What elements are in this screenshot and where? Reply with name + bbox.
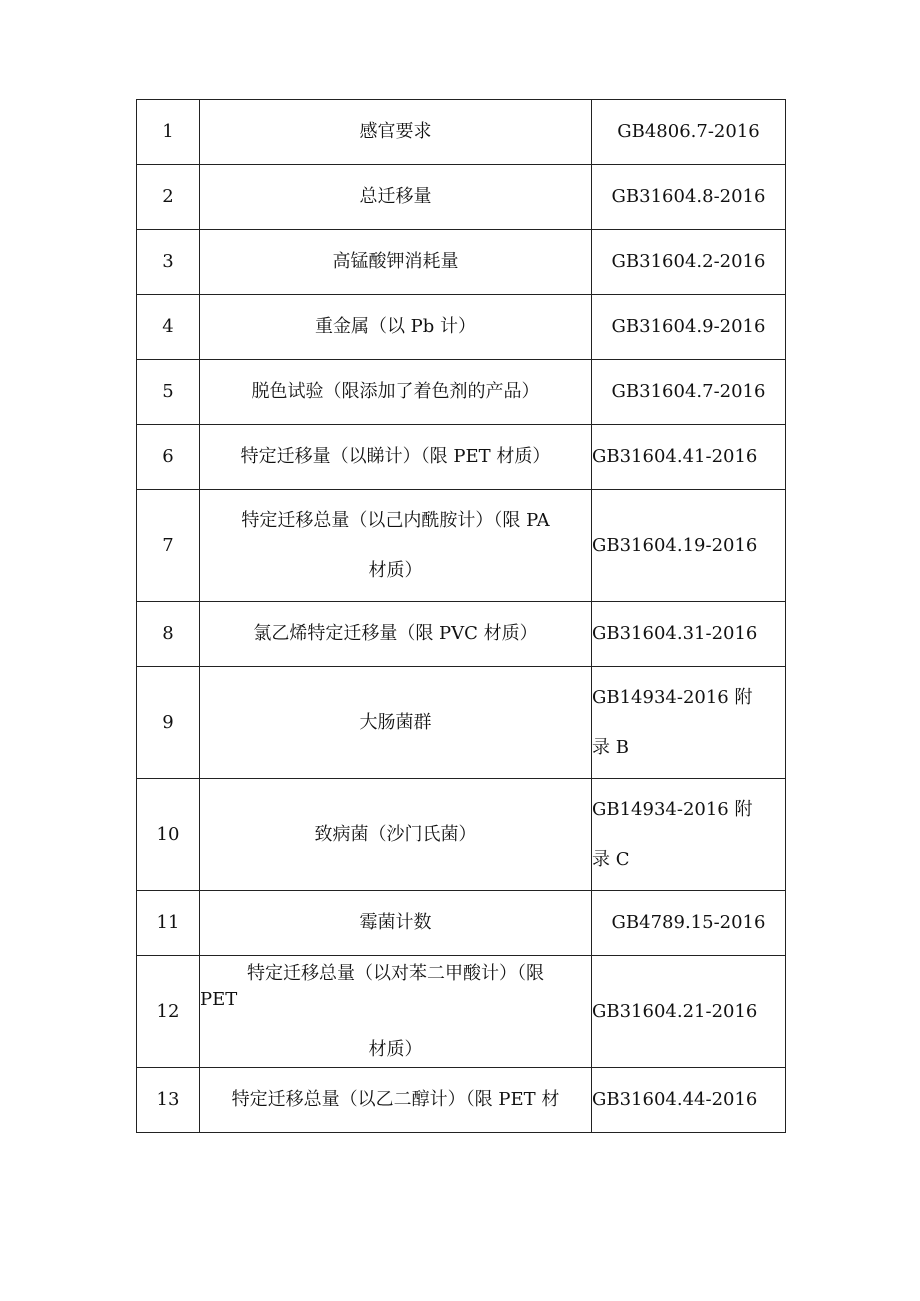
- row-number: 13: [137, 1068, 200, 1133]
- table-row: [137, 425, 786, 490]
- test-item: 高锰酸钾消耗量: [200, 230, 592, 295]
- standard-code: GB14934-2016 附 录 B: [592, 667, 786, 779]
- row-number: 10: [137, 779, 200, 891]
- test-item: 霉菌计数: [200, 891, 592, 956]
- test-item: 重金属（以 Pb 计）: [200, 295, 592, 360]
- test-item: 脱色试验（限添加了着色剂的产品）: [200, 360, 592, 425]
- table-row: [137, 230, 786, 295]
- test-item: 致病菌（沙门氏菌）: [200, 779, 592, 891]
- table-row: [137, 602, 786, 667]
- test-standards-table: [136, 99, 786, 1133]
- standard-code: GB31604.44-2016: [592, 1068, 786, 1133]
- row-number: 4: [137, 295, 200, 360]
- standard-code: GB31604.41-2016: [592, 425, 786, 490]
- row-number: 8: [137, 602, 200, 667]
- standard-code: GB31604.19-2016: [592, 490, 786, 602]
- standard-code: GB4806.7-2016: [592, 100, 786, 165]
- test-item: 特定迁移量（以睇计）（限 PET 材质）: [200, 425, 592, 490]
- standard-code: GB31604.8-2016: [592, 165, 786, 230]
- table-row: [137, 490, 786, 602]
- standard-code: GB31604.21-2016: [592, 956, 786, 1068]
- test-item: 特定迁移总量（以乙二醇计）（限 PET 材: [200, 1068, 592, 1133]
- row-number: 1: [137, 100, 200, 165]
- test-item: 特定迁移总量（以对苯二甲酸计）（限 PET 材质）: [200, 956, 592, 1068]
- table-row: [137, 360, 786, 425]
- standard-code: GB31604.31-2016: [592, 602, 786, 667]
- table-row: [137, 1068, 786, 1133]
- row-number: 2: [137, 165, 200, 230]
- row-number: 11: [137, 891, 200, 956]
- row-number: 9: [137, 667, 200, 779]
- row-number: 3: [137, 230, 200, 295]
- standard-code: GB31604.7-2016: [592, 360, 786, 425]
- row-number: 12: [137, 956, 200, 1068]
- test-item: 特定迁移总量（以己内酰胺计）（限 PA 材质）: [200, 490, 592, 602]
- row-number: 7: [137, 490, 200, 602]
- table-row: [137, 295, 786, 360]
- standard-code: GB4789.15-2016: [592, 891, 786, 956]
- table-row: [137, 667, 786, 779]
- table-row: [137, 956, 786, 1068]
- table-row: [137, 100, 786, 165]
- table-row: [137, 891, 786, 956]
- standard-code: GB31604.2-2016: [592, 230, 786, 295]
- standard-code: GB31604.9-2016: [592, 295, 786, 360]
- row-number: 5: [137, 360, 200, 425]
- table-row: [137, 165, 786, 230]
- row-number: 6: [137, 425, 200, 490]
- test-item: 感官要求: [200, 100, 592, 165]
- test-item: 氯乙烯特定迁移量（限 PVC 材质）: [200, 602, 592, 667]
- test-item: 总迁移量: [200, 165, 592, 230]
- test-item: 大肠菌群: [200, 667, 592, 779]
- table-row: [137, 779, 786, 891]
- standard-code: GB14934-2016 附 录 C: [592, 779, 786, 891]
